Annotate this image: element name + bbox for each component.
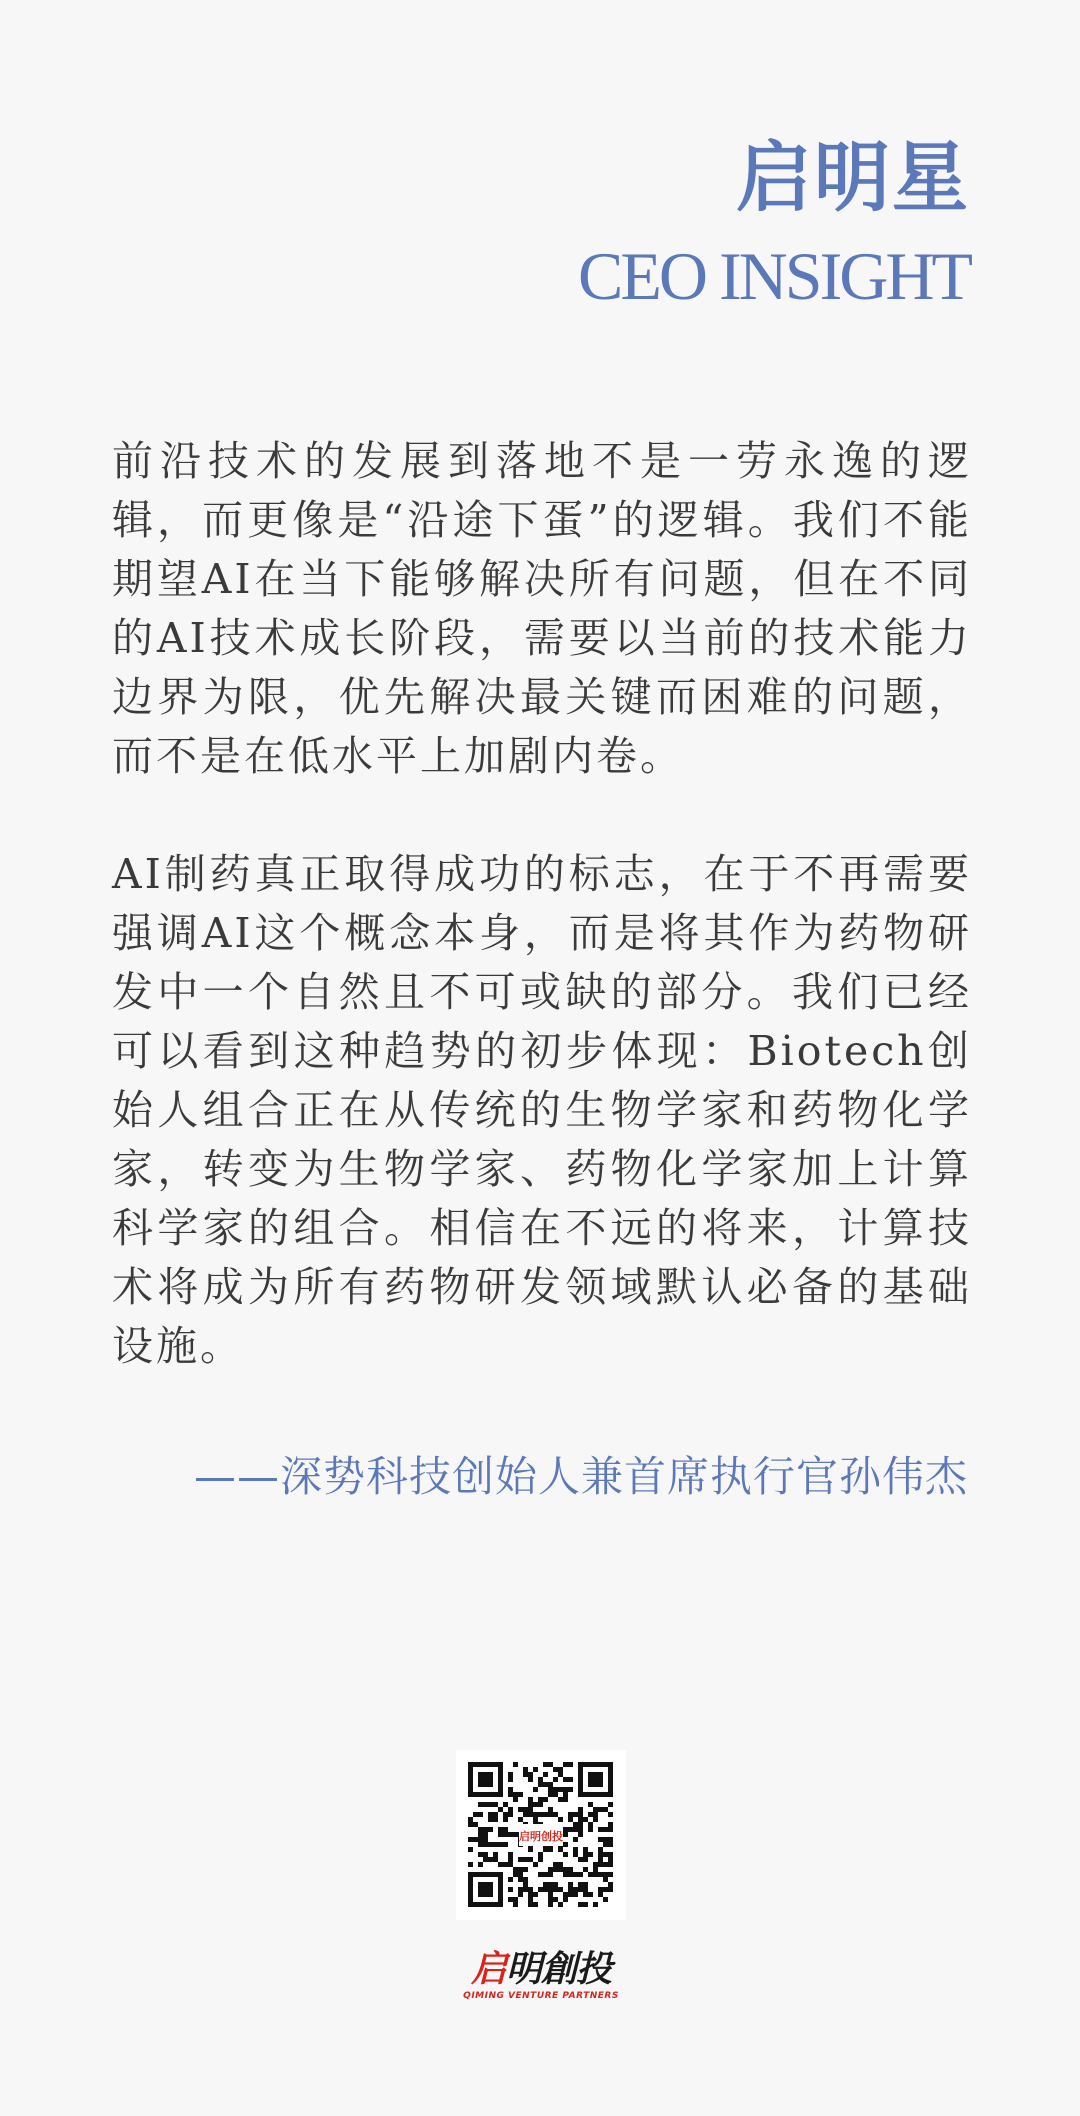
logo-cn-accent: 启 <box>470 1949 506 1990</box>
qr-code-image <box>456 1750 626 1920</box>
logo-cn <box>460 1950 622 1990</box>
brand-title-en: CEO INSIGHT <box>578 238 970 314</box>
quote-attribution: ——深势科技创始人兼首席执行官孙伟杰 <box>193 1452 968 1501</box>
paragraph-1: 前沿技术的发展到落地不是一劳永逸的逻辑，而更像是“沿途下蛋”的逻辑。我们不能期望AI在当下能够解决所有问题，但在不同的AI技术成长阶段，需要以当前的技术能力边界为限，优先解决最关键而困难的问题，而不是在低水平上加剧内卷。 <box>112 437 972 780</box>
logo-en: QIMING VENTURE PARTNERS <box>463 1991 619 2001</box>
article-body <box>112 432 972 1376</box>
qr-center-logo: 启明创投 <box>519 1830 563 1843</box>
header <box>578 133 970 314</box>
logo-cn-rest: 明創投 <box>506 1949 612 1990</box>
paragraph-2: AI制药真正取得成功的标志，在于不再需要强调AI这个概念本身，而是将其作为药物研发中一个自然且不可或缺的部分。我们已经可以看到这种趋势的初步体现：Biotech创始人组合正在从传统的生物学家和药物化学家，转变为生物学家、药物化学家加上计算科学家的组合。相信在不远的将来，计算技术将成为所有药物研发领域默认必备的基础设施。 <box>112 850 972 1370</box>
brand-title-cn: 启明星 <box>736 133 970 222</box>
qiming-logo <box>460 1950 622 2004</box>
qr-code <box>456 1750 626 1920</box>
